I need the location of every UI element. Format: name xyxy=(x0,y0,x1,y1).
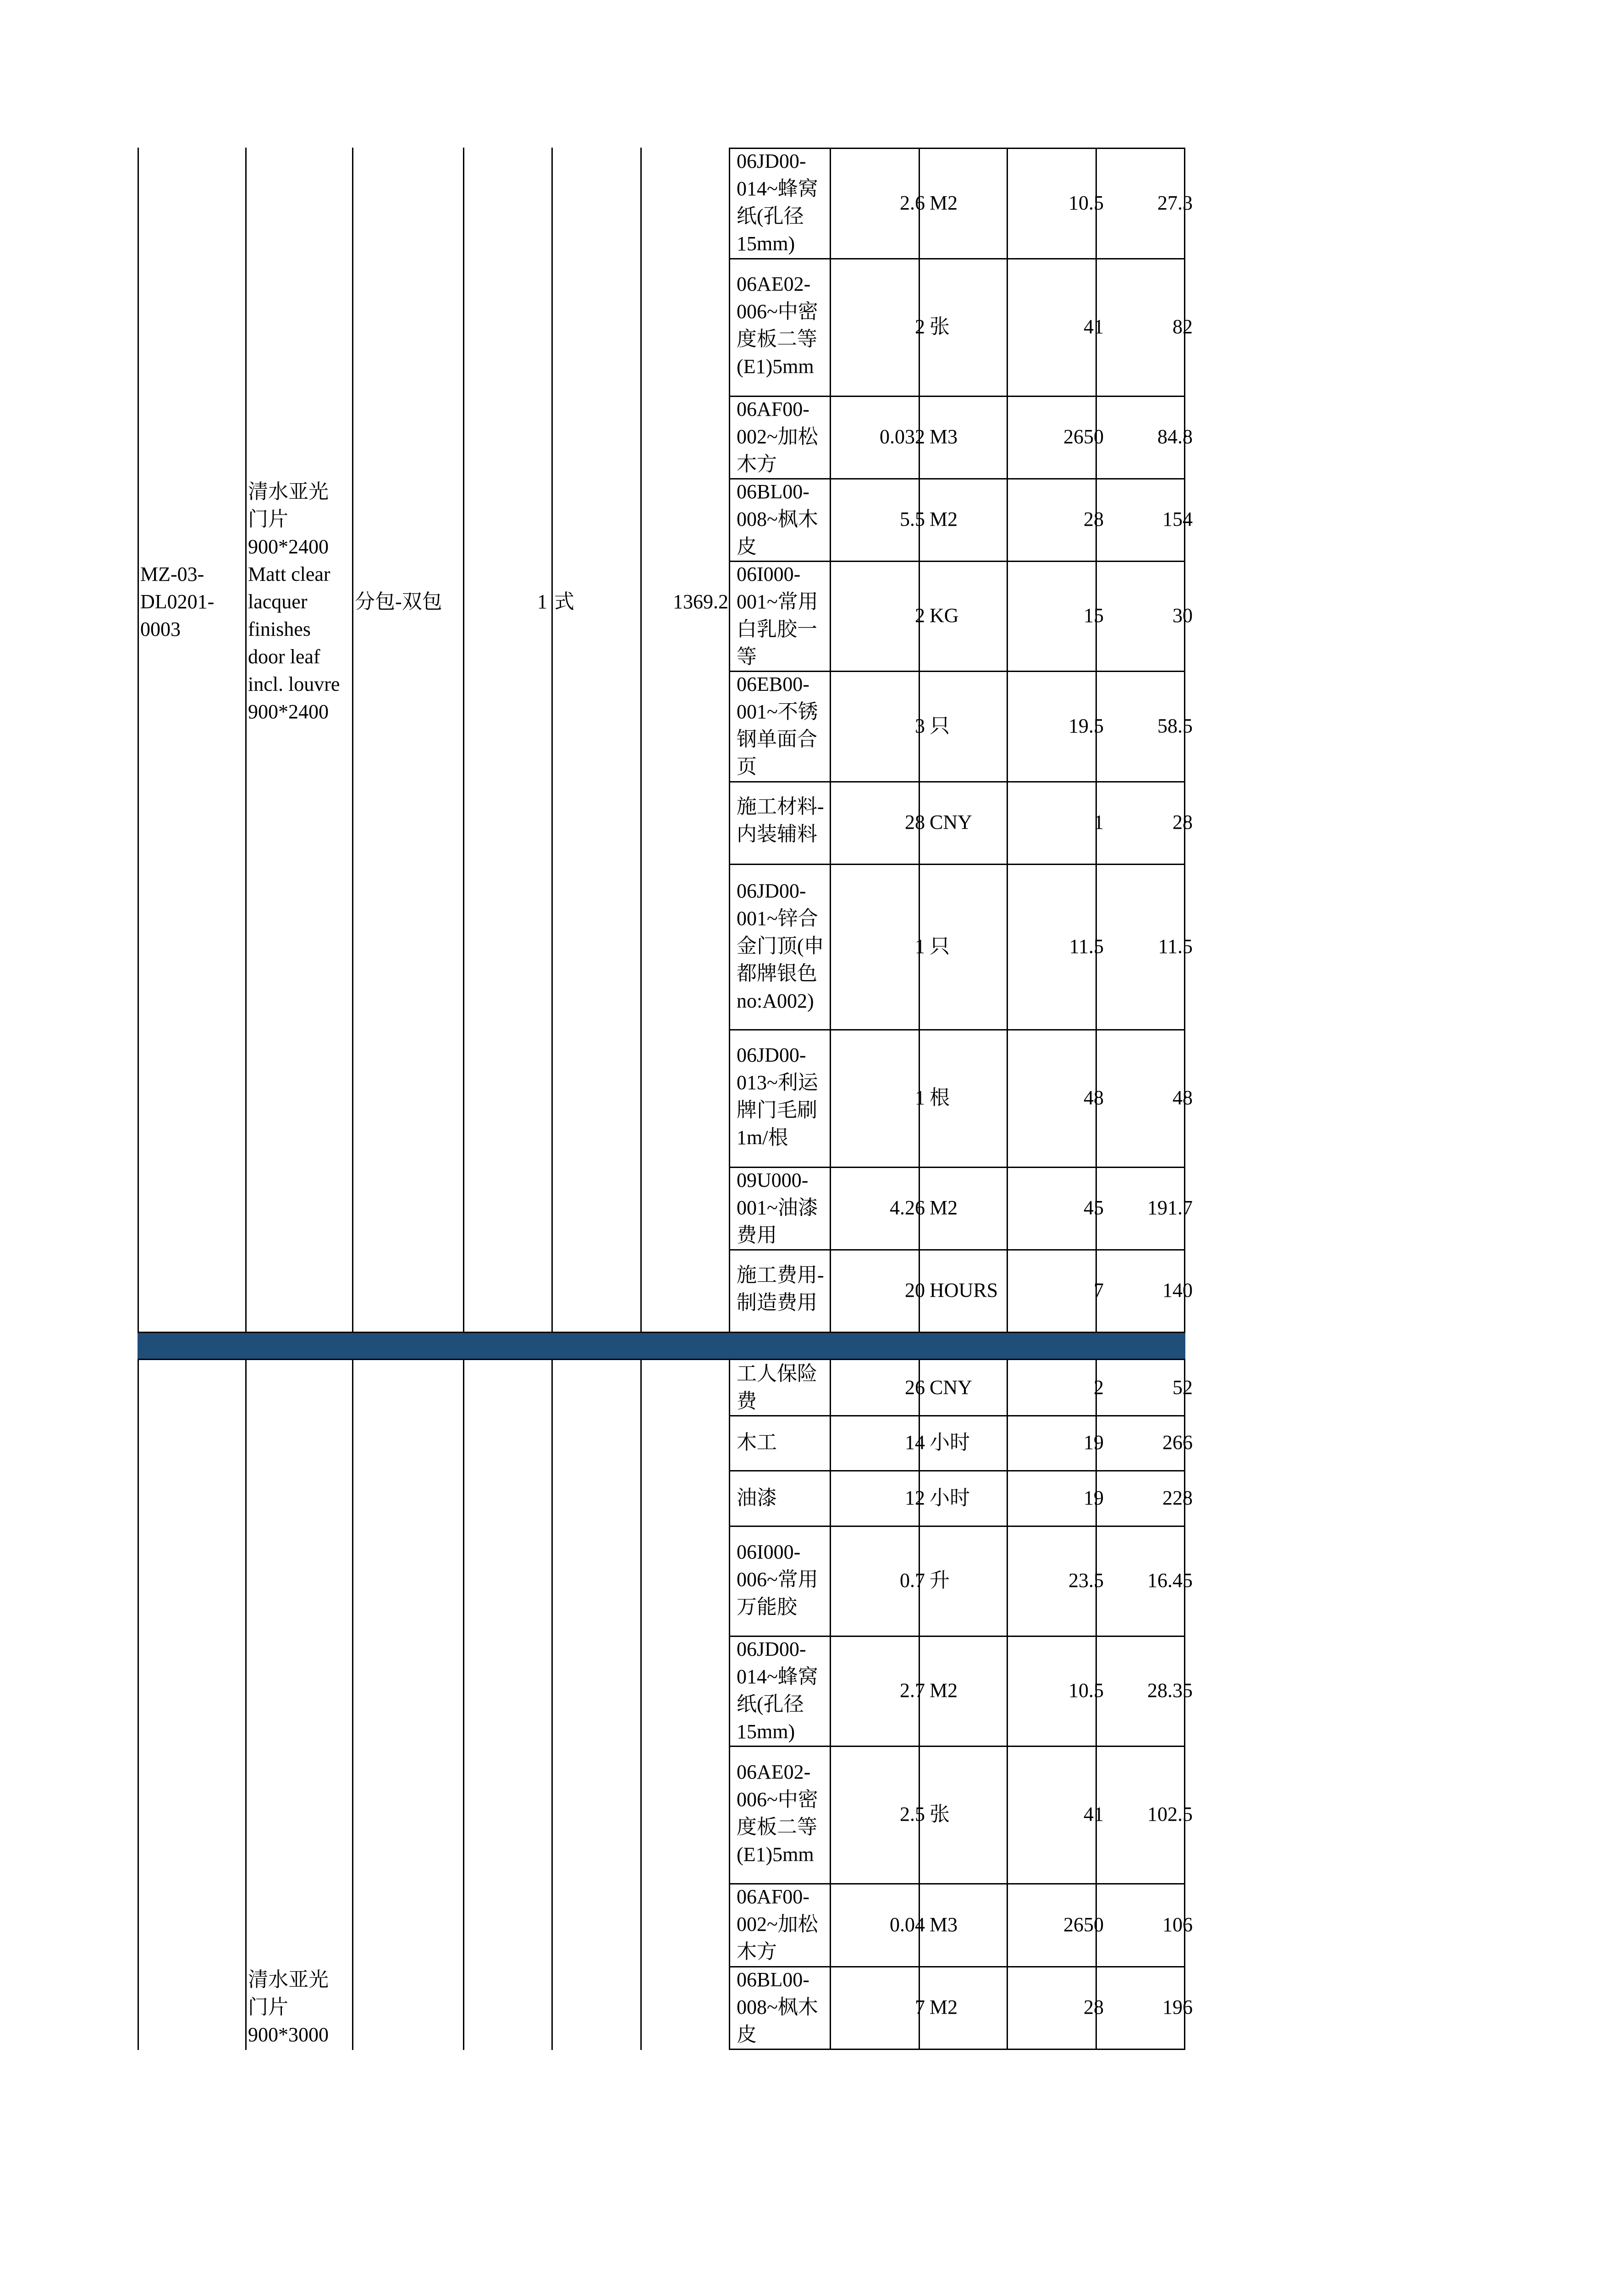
material-price: 15 xyxy=(1084,604,1104,627)
material-amount: 228 xyxy=(1162,1486,1193,1509)
material-qty: 3 xyxy=(915,714,925,737)
material-price: 41 xyxy=(1084,1803,1104,1825)
material-name: 06AE02- 006~中密 度板二等 (E1)5mm xyxy=(737,1761,818,1866)
material-price: 1 xyxy=(1094,811,1104,833)
material-amount: 28 xyxy=(1173,811,1193,833)
grid-line xyxy=(138,148,139,2050)
material-qty: 5.5 xyxy=(900,508,925,530)
material-name: 施工材料- 内装辅料 xyxy=(737,795,824,845)
material-qty: 12 xyxy=(905,1486,925,1509)
grid-line xyxy=(245,148,247,2050)
material-name: 06EB00- 001~不锈 钢单面合 页 xyxy=(737,673,818,778)
material-name: 06AF00- 002~加松 木方 xyxy=(737,398,818,475)
material-qty: 1 xyxy=(915,1086,925,1109)
material-amount: 58.5 xyxy=(1157,714,1193,737)
material-unit: 张 xyxy=(930,1803,950,1825)
material-amount: 27.3 xyxy=(1157,191,1193,214)
item-unit: 式 xyxy=(554,590,574,613)
material-amount: 11.5 xyxy=(1158,935,1193,958)
material-unit: 只 xyxy=(930,935,950,958)
material-amount: 84.8 xyxy=(1157,425,1193,448)
item-quantity: 1 xyxy=(537,590,547,613)
material-unit: M2 xyxy=(930,1996,958,2018)
material-amount: 30 xyxy=(1173,604,1193,627)
material-qty: 28 xyxy=(905,811,925,833)
material-price: 10.5 xyxy=(1068,1679,1104,1702)
material-name: 施工费用- 制造费用 xyxy=(737,1264,824,1314)
material-qty: 20 xyxy=(905,1279,925,1301)
material-qty: 0.04 xyxy=(890,1913,925,1936)
material-amount: 52 xyxy=(1173,1376,1193,1399)
grid-line xyxy=(640,148,642,2050)
material-amount: 191.7 xyxy=(1147,1196,1193,1219)
material-amount: 102.5 xyxy=(1147,1803,1193,1825)
material-unit: CNY xyxy=(930,811,972,833)
material-qty: 0.7 xyxy=(900,1569,925,1592)
material-unit: M3 xyxy=(930,425,958,448)
material-unit: 张 xyxy=(930,315,950,338)
grid-line xyxy=(729,2049,1185,2050)
section-separator-band xyxy=(138,1333,1185,1359)
material-price: 45 xyxy=(1084,1196,1104,1219)
material-price: 19 xyxy=(1084,1486,1104,1509)
material-unit: M2 xyxy=(930,1196,958,1219)
grid-line xyxy=(463,148,464,2050)
material-price: 2650 xyxy=(1063,1913,1104,1936)
material-unit: KG xyxy=(930,604,959,627)
material-unit: M2 xyxy=(930,508,958,530)
material-price: 2650 xyxy=(1063,425,1104,448)
material-unit: 只 xyxy=(930,714,950,737)
material-qty: 7 xyxy=(915,1996,925,2018)
material-name: 09U000- 001~油漆 费用 xyxy=(737,1169,818,1246)
grid-line xyxy=(729,148,730,2050)
material-qty: 14 xyxy=(905,1431,925,1454)
material-unit: HOURS xyxy=(930,1279,998,1301)
material-qty: 1 xyxy=(915,935,925,958)
material-qty: 0.032 xyxy=(880,425,925,448)
material-name: 工人保险 费 xyxy=(737,1362,817,1412)
material-amount: 16.45 xyxy=(1147,1569,1193,1592)
material-unit: 小时 xyxy=(930,1486,970,1509)
material-amount: 140 xyxy=(1162,1279,1193,1301)
material-price: 19.5 xyxy=(1068,714,1104,737)
material-amount: 48 xyxy=(1173,1086,1193,1109)
item-total: 1369.2 xyxy=(673,590,728,613)
item-description: 清水亚光 门片 900*2400 Matt clear lacquer finishes door leaf incl. louvre 900*2400 xyxy=(248,480,340,723)
material-amount: 82 xyxy=(1173,315,1193,338)
material-name: 06AE02- 006~中密 度板二等 (E1)5mm xyxy=(737,273,818,378)
material-price: 48 xyxy=(1084,1086,1104,1109)
material-name: 06I000- 001~常用 白乳胶一 等 xyxy=(737,563,818,668)
item-code: MZ-03- DL0201- 0003 xyxy=(140,563,215,640)
material-qty: 2.7 xyxy=(900,1679,925,1702)
material-price: 41 xyxy=(1084,315,1104,338)
material-unit: 升 xyxy=(930,1569,950,1592)
material-price: 2 xyxy=(1094,1376,1104,1399)
material-price: 10.5 xyxy=(1068,191,1104,214)
material-price: 28 xyxy=(1084,508,1104,530)
material-name: 06BL00- 008~枫木 皮 xyxy=(737,480,818,558)
material-qty: 2 xyxy=(915,604,925,627)
material-name: 06I000- 006~常用 万能胶 xyxy=(737,1541,818,1618)
material-amount: 196 xyxy=(1162,1996,1193,2018)
material-qty: 2.6 xyxy=(900,191,925,214)
material-unit: CNY xyxy=(930,1376,972,1399)
material-price: 7 xyxy=(1094,1279,1104,1301)
material-unit: 小时 xyxy=(930,1431,970,1454)
material-unit: M2 xyxy=(930,191,958,214)
material-price: 11.5 xyxy=(1069,935,1104,958)
material-amount: 154 xyxy=(1162,508,1193,530)
material-name: 木工 xyxy=(737,1431,777,1454)
material-price: 19 xyxy=(1084,1431,1104,1454)
material-name: 06JD00- 013~利运 牌门毛刷 1m/根 xyxy=(737,1044,818,1149)
material-price: 23.5 xyxy=(1068,1569,1104,1592)
material-name: 06BL00- 008~枫木 皮 xyxy=(737,1968,818,2046)
material-amount: 266 xyxy=(1162,1431,1193,1454)
material-qty: 26 xyxy=(905,1376,925,1399)
material-name: 06JD00- 014~蜂窝 纸(孔径 15mm) xyxy=(737,150,818,255)
material-unit: M2 xyxy=(930,1679,958,1702)
material-amount: 28.35 xyxy=(1147,1679,1193,1702)
material-qty: 2.5 xyxy=(900,1803,925,1825)
grid-line xyxy=(551,148,553,2050)
material-amount: 106 xyxy=(1162,1913,1193,1936)
material-qty: 2 xyxy=(915,315,925,338)
material-unit: 根 xyxy=(930,1086,950,1109)
material-name: 06JD00- 014~蜂窝 纸(孔径 15mm) xyxy=(737,1638,818,1743)
material-name: 06JD00- 001~锌合 金门顶(申 都牌银色 no:A002) xyxy=(737,880,824,1012)
material-price: 28 xyxy=(1084,1996,1104,2018)
material-unit: M3 xyxy=(930,1913,958,1936)
item-description: 清水亚光 门片 900*3000 xyxy=(248,1968,329,2046)
material-qty: 4.26 xyxy=(890,1196,925,1219)
material-name: 06AF00- 002~加松 木方 xyxy=(737,1885,818,1963)
material-name: 油漆 xyxy=(737,1486,777,1509)
grid-line xyxy=(352,148,353,2050)
contract-type: 分包-双包 xyxy=(355,590,442,613)
